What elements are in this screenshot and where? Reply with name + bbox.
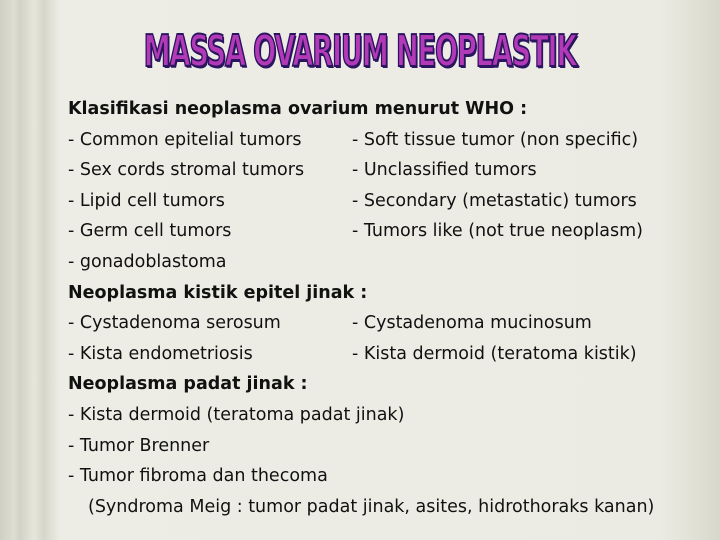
who-row xyxy=(68,216,708,247)
padat-item: - Tumor fibroma dan thecoma xyxy=(68,466,328,487)
kistik-item: - Cystadenoma mucinosum xyxy=(352,313,592,334)
who-item: - Sex cords stromal tumors xyxy=(68,160,305,181)
kistik-item: - Cystadenoma serosum xyxy=(68,313,281,334)
who-item: - Unclassified tumors xyxy=(352,160,537,181)
who-item: - Soft tissue tumor (non specific) xyxy=(352,129,639,150)
slide-title: MASSA OVARIUM NEOPLASTIK xyxy=(143,26,577,77)
who-row xyxy=(68,155,708,186)
kistik-row xyxy=(68,308,708,339)
slide-content xyxy=(68,94,708,522)
who-heading: Klasifikasi neoplasma ovarium menurut WHO : xyxy=(68,99,528,119)
who-row xyxy=(68,125,708,156)
who-extra: - gonadoblastoma xyxy=(68,251,227,272)
kistik-item: - Kista dermoid (teratoma kistik) xyxy=(352,343,637,364)
title-wrap xyxy=(0,26,720,77)
padat-item: - Kista dermoid (teratoma padat jinak) xyxy=(68,404,405,425)
padat-note: (Syndroma Meig : tumor padat jinak, asites, hidrothoraks kanan) xyxy=(88,496,655,517)
who-item: - Germ cell tumors xyxy=(68,221,232,242)
padat-heading: Neoplasma padat jinak : xyxy=(68,374,308,395)
who-item: - Lipid cell tumors xyxy=(68,190,225,211)
who-row xyxy=(68,186,708,217)
who-item: - Common epitelial tumors xyxy=(68,129,302,150)
padat-item: - Tumor Brenner xyxy=(68,435,210,456)
kistik-item: - Kista endometriosis xyxy=(68,343,253,364)
kistik-row xyxy=(68,339,708,370)
who-item: - Secondary (metastatic) tumors xyxy=(352,190,637,211)
who-item: - Tumors like (not true neoplasm) xyxy=(352,221,643,242)
kistik-heading: Neoplasma kistik epitel jinak : xyxy=(68,282,368,303)
